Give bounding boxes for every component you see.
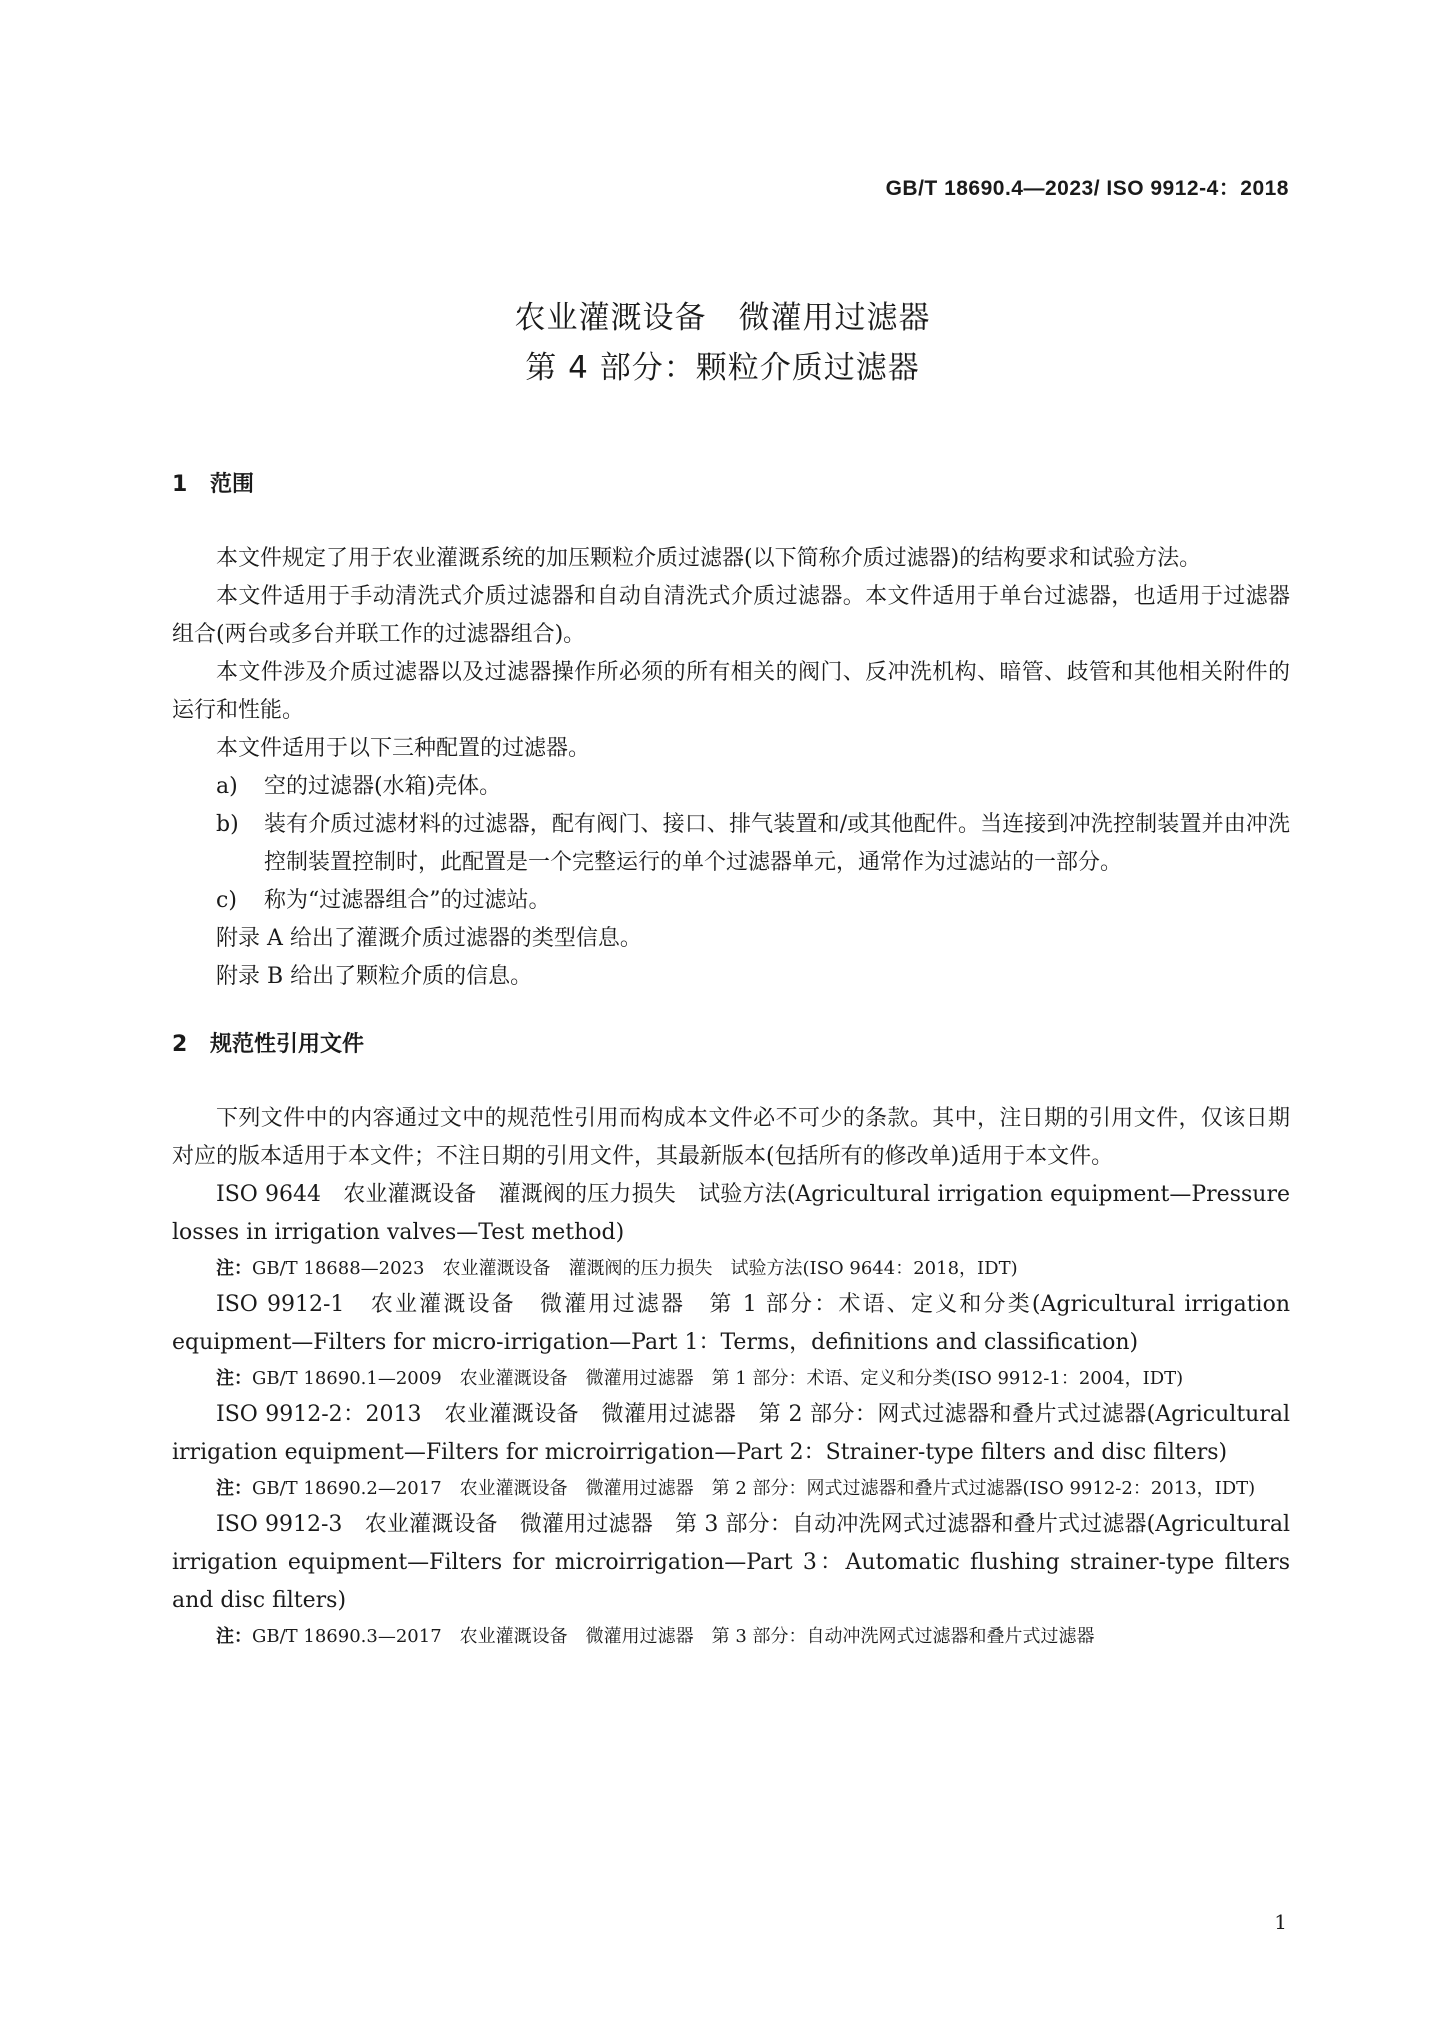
note-text: GB/T 18688—2023 农业灌溉设备 灌溉阀的压力损失 试验方法(ISO 9644：2018，IDT)	[252, 1258, 1018, 1279]
scope-paragraph: 本文件适用于以下三种配置的过滤器。	[216, 736, 591, 761]
scope-paragraph: 本文件适用于手动清洗式介质过滤器和自动自清洗式介质过滤器。本文件适用于单台过滤器，也适用于过滤器组合(两台或多台并联工作的过滤器组合)。	[172, 584, 1290, 647]
reference-note	[172, 1620, 1290, 1654]
note-label: 注：	[216, 1368, 252, 1389]
list-item	[172, 768, 1290, 806]
document-title	[0, 293, 1445, 393]
list-item	[172, 882, 1290, 920]
scope-paragraph: 本文件规定了用于农业灌溉系统的加压颗粒介质过滤器(以下简称介质过滤器)的结构要求和试验方法。	[216, 546, 1202, 571]
annex-a-paragraph: 附录 A 给出了灌溉介质过滤器的类型信息。	[216, 926, 642, 951]
note-label: 注：	[216, 1626, 252, 1647]
scope-paragraph: 本文件涉及介质过滤器以及过滤器操作所必须的所有相关的阀门、反冲洗机构、暗管、歧管和其他相关附件的运行和性能。	[172, 660, 1290, 723]
section-title: 范围	[210, 472, 255, 497]
reference-entry: ISO 9912-3 农业灌溉设备 微灌用过滤器 第 3 部分：自动冲洗网式过滤器和叠片式过滤器(Agricultural irrigation equipment—Filters for microirrigation—Part 3：Automatic flushing strainer-type filters and disc filters)	[172, 1512, 1290, 1613]
list-marker: b)	[216, 812, 239, 837]
note-text: GB/T 18690.2—2017 农业灌溉设备 微灌用过滤器 第 2 部分：网式过滤器和叠片式过滤器(ISO 9912-2：2013，IDT)	[252, 1478, 1256, 1499]
reference-entry: ISO 9644 农业灌溉设备 灌溉阀的压力损失 试验方法(Agricultural irrigation equipment—Pressure losses in irrigation valves—Test method)	[172, 1182, 1290, 1245]
list-marker: a)	[216, 774, 238, 799]
list-text: 空的过滤器(水箱)壳体。	[264, 774, 502, 799]
reference-note	[172, 1252, 1290, 1286]
title-line-2: 第 4 部分：颗粒介质过滤器	[525, 350, 920, 386]
list-text: 称为“过滤器组合”的过滤站。	[264, 888, 551, 913]
references-intro: 下列文件中的内容通过文中的规范性引用而构成本文件必不可少的条款。其中，注日期的引用文件，仅该日期对应的版本适用于本文件；不注日期的引用文件，其最新版本(包括所有的修改单)适用于本文件。	[172, 1106, 1290, 1169]
section-title: 规范性引用文件	[210, 1032, 365, 1057]
standard-code-header: GB/T 18690.4—2023/ ISO 9912-4：2018	[885, 177, 1289, 200]
section-heading-normative-references	[172, 1026, 1290, 1064]
title-line-1: 农业灌溉设备 微灌用过滤器	[514, 300, 931, 336]
list-marker: c)	[216, 888, 237, 913]
list-item	[172, 806, 1290, 882]
annex-b-paragraph: 附录 B 给出了颗粒介质的信息。	[216, 964, 533, 989]
section-number: 2	[172, 1032, 188, 1057]
document-body	[172, 466, 1290, 1654]
section-heading-scope	[172, 466, 1290, 504]
list-text: 装有介质过滤材料的过滤器，配有阀门、接口、排气装置和/或其他配件。当连接到冲洗控制装置并由冲洗控制装置控制时，此配置是一个完整运行的单个过滤器单元，通常作为过滤站的一部分。	[264, 812, 1290, 875]
page-number: 1	[1274, 1910, 1287, 1934]
reference-entry: ISO 9912-2：2013 农业灌溉设备 微灌用过滤器 第 2 部分：网式过滤器和叠片式过滤器(Agricultural irrigation equipment—Filters for microirrigation—Part 2：Strainer-type filters and disc filters)	[172, 1402, 1290, 1465]
reference-note	[172, 1472, 1290, 1506]
section-number: 1	[172, 472, 188, 497]
reference-note	[172, 1362, 1290, 1396]
note-text: GB/T 18690.1—2009 农业灌溉设备 微灌用过滤器 第 1 部分：术语、定义和分类(ISO 9912-1：2004，IDT)	[252, 1368, 1184, 1389]
note-label: 注：	[216, 1478, 252, 1499]
note-label: 注：	[216, 1258, 252, 1279]
note-text: GB/T 18690.3—2017 农业灌溉设备 微灌用过滤器 第 3 部分：自动冲洗网式过滤器和叠片式过滤器	[252, 1626, 1095, 1647]
reference-entry: ISO 9912-1 农业灌溉设备 微灌用过滤器 第 1 部分：术语、定义和分类(Agricultural irrigation equipment—Filters for micro-irrigation—Part 1：Terms，definitions and classification)	[172, 1292, 1290, 1355]
